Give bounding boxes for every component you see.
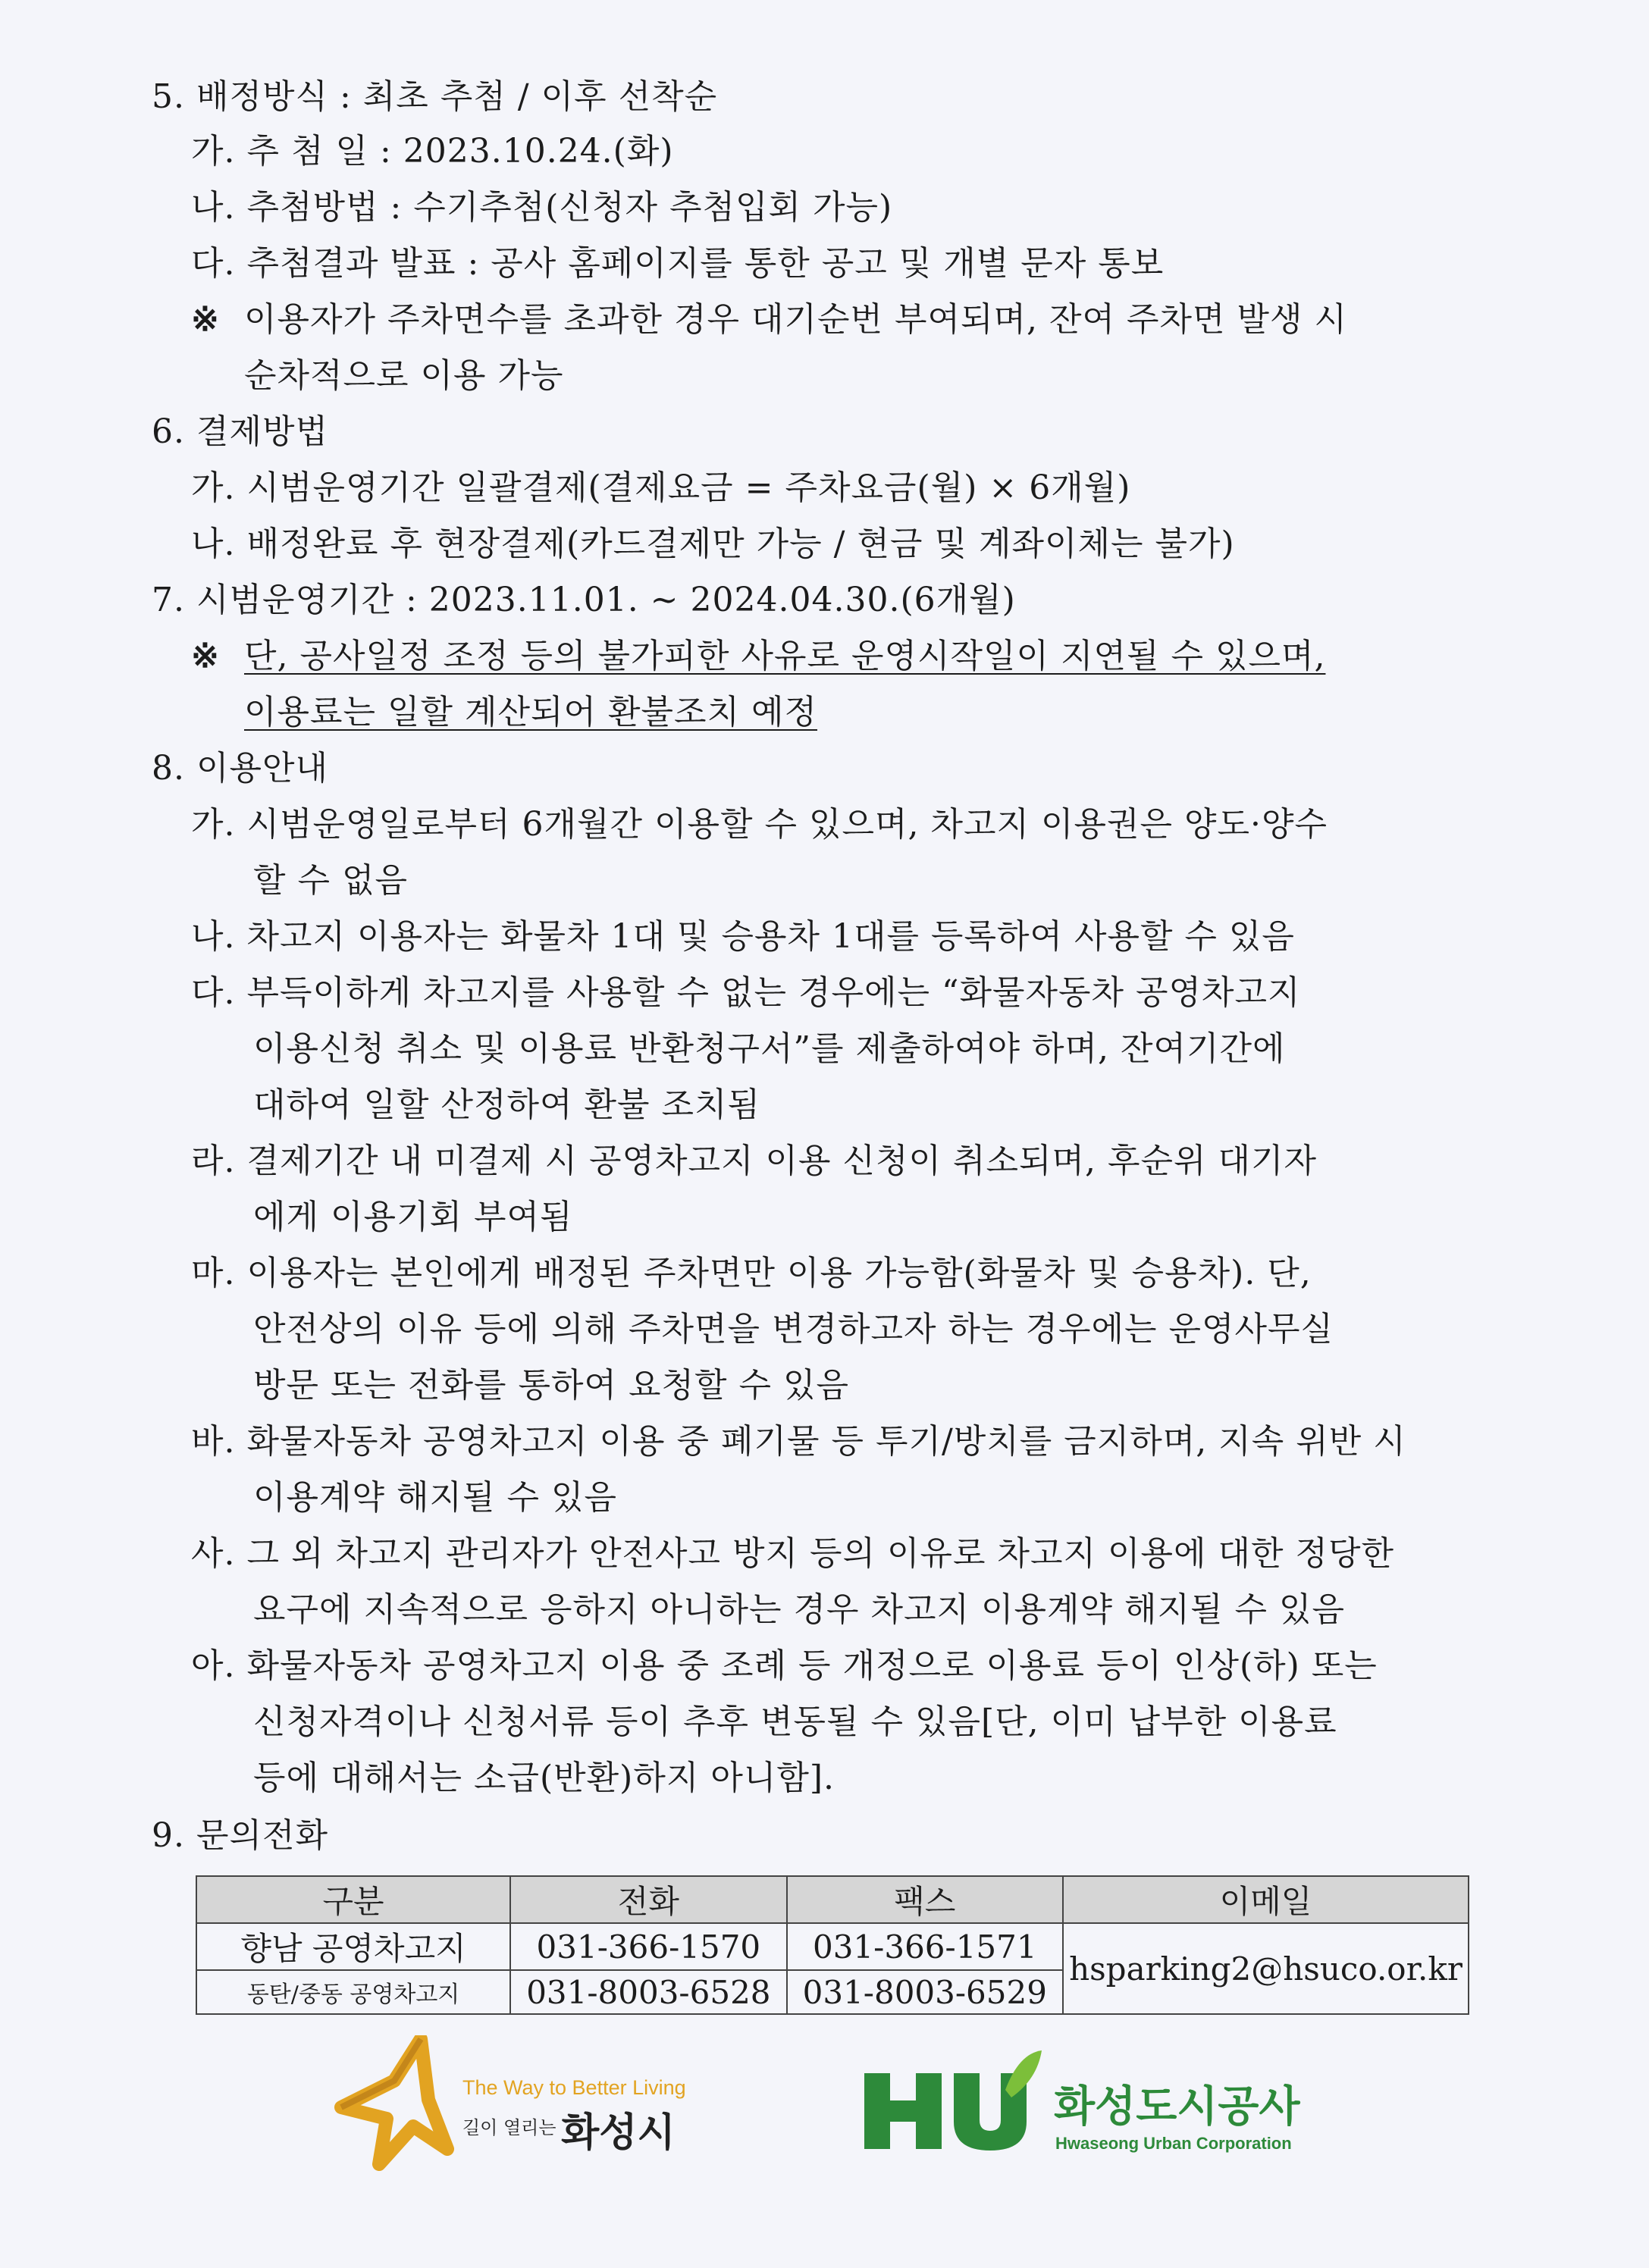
section-6-item-ga: 가. 시범운영기간 일괄결제(결제요금 = 주차요금(월) × 6개월) (191, 468, 1131, 507)
table-row (196, 1923, 1469, 1970)
section-5-note-line-1: 이용자가 주차면수를 초과한 경우 대기순번 부여되며, 잔여 주차면 발생 시 (244, 300, 1347, 339)
section-8-item-ra-line-1: 라. 결제기간 내 미결제 시 공영차고지 이용 신청이 취소되며, 후순위 대기자 (191, 1142, 1317, 1180)
contact-table (196, 1875, 1469, 2015)
contact-table-header-row (196, 1876, 1469, 1923)
section-5-note-line-2: 순차적으로 이용 가능 (244, 356, 564, 395)
city-star-icon (334, 2035, 462, 2172)
section-7-note-line-2: 이용료는 일할 계산되어 환불조치 예정 (244, 693, 818, 731)
section-8-item-ma-line-3: 방문 또는 전화를 통하여 요청할 수 있음 (253, 1366, 849, 1405)
section-8-item-da-line-3: 대하여 일할 산정하여 환불 조치됨 (253, 1085, 760, 1124)
corp-name: 화성도시공사 (1054, 2082, 1300, 2132)
section-8-item-a-line-1: 아. 화물자동차 공영차고지 이용 중 조례 등 개정으로 이용료 등이 인상(하) 또는 (191, 1646, 1378, 1685)
section-8-item-ga-line-1: 가. 시범운영일로부터 6개월간 이용할 수 있으며, 차고지 이용권은 양도·양수 (191, 805, 1328, 844)
section-5-item-ga: 가. 추 첨 일 : 2023.10.24.(화) (191, 132, 674, 171)
section-8-item-ba-line-1: 바. 화물자동차 공영차고지 이용 중 폐기물 등 투기/방치를 금지하며, 지속 위반 시 (191, 1422, 1406, 1461)
city-slogan: The Way to Better Living (462, 2076, 686, 2099)
section-8-item-sa-line-1: 사. 그 외 차고지 관리자가 안전사고 방지 등의 이유로 차고지 이용에 대한 정당한 (191, 1534, 1394, 1573)
section-8-item-ga-line-2: 할 수 없음 (253, 861, 408, 900)
contact-name: 향남 공영차고지 (196, 1923, 510, 1970)
section-6-heading: 6. 결제방법 (152, 412, 328, 451)
contact-header-phone: 전화 (510, 1876, 786, 1923)
section-7-note-line-1: 단, 공사일정 조정 등의 불가피한 사유로 운영시작일이 지연될 수 있으며, (244, 637, 1326, 675)
contact-fax: 031-8003-6529 (787, 1970, 1063, 2014)
section-8-item-da-line-2: 이용신청 취소 및 이용료 반환청구서”를 제출하여야 하며, 잔여기간에 (253, 1029, 1286, 1068)
section-5-heading: 5. 배정방식 : 최초 추첨 / 이후 선착순 (152, 77, 718, 116)
section-8-item-ra-line-2: 에게 이용기회 부여됨 (253, 1198, 573, 1236)
contact-phone: 031-8003-6528 (510, 1970, 786, 2014)
contact-phone: 031-366-1570 (510, 1923, 786, 1970)
hwaseong-city-logo (334, 2028, 728, 2179)
section-8-item-na: 나. 차고지 이용자는 화물차 1대 및 승용차 1대를 등록하여 사용할 수 있음 (191, 917, 1295, 956)
contact-header-fax: 팩스 (787, 1876, 1063, 1923)
section-9-heading: 9. 문의전화 (152, 1816, 328, 1855)
section-8-item-a-line-2: 신청자격이나 신청서류 등이 추후 변동될 수 있음[단, 이미 납부한 이용료 (253, 1703, 1337, 1741)
hu-leaf-icon (857, 2050, 1046, 2157)
contact-header-email: 이메일 (1063, 1876, 1469, 1923)
hwaseong-urban-corp-logo (857, 2050, 1327, 2172)
contact-fax: 031-366-1571 (787, 1923, 1063, 1970)
city-subtitle: 길이 열리는 (462, 2117, 556, 2138)
section-7-heading: 7. 시범운영기간 : 2023.11.01. ~ 2024.04.30.(6개월) (152, 581, 1016, 619)
section-8-item-ma-line-2: 안전상의 이유 등에 의해 주차면을 변경하고자 하는 경우에는 운영사무실 (253, 1310, 1334, 1349)
section-5-item-na: 나. 추첨방법 : 수기추첨(신청자 추첨입회 가능) (191, 188, 893, 227)
section-8-item-sa-line-2: 요구에 지속적으로 응하지 아니하는 경우 차고지 이용계약 해지될 수 있음 (253, 1590, 1345, 1629)
contact-email: hsparking2@hsuco.or.kr (1063, 1923, 1469, 2014)
section-8-item-ma-line-1: 마. 이용자는 본인에게 배정된 주차면만 이용 가능함(화물차 및 승용차). 단, (191, 1254, 1312, 1292)
city-name: 화성시 (561, 2110, 676, 2156)
contact-name: 동탄/중동 공영차고지 (196, 1970, 510, 2014)
section-8-heading: 8. 이용안내 (152, 749, 328, 788)
section-8-item-a-line-3: 등에 대해서는 소급(반환)하지 아니함]. (253, 1759, 835, 1797)
contact-header-category: 구분 (196, 1876, 510, 1923)
section-8-item-da-line-1: 다. 부득이하게 차고지를 사용할 수 없는 경우에는 “화물자동차 공영차고지 (191, 973, 1301, 1012)
section-5-note-mark: ※ (191, 300, 220, 339)
section-5-item-da: 다. 추첨결과 발표 : 공사 홈페이지를 통한 공고 및 개별 문자 통보 (191, 244, 1165, 283)
section-7-note-mark: ※ (191, 637, 220, 675)
corp-english-name: Hwaseong Urban Corporation (1055, 2134, 1292, 2153)
section-6-item-na: 나. 배정완료 후 현장결제(카드결제만 가능 / 현금 및 계좌이체는 불가) (191, 525, 1235, 563)
section-8-item-ba-line-2: 이용계약 해지될 수 있음 (253, 1478, 617, 1517)
